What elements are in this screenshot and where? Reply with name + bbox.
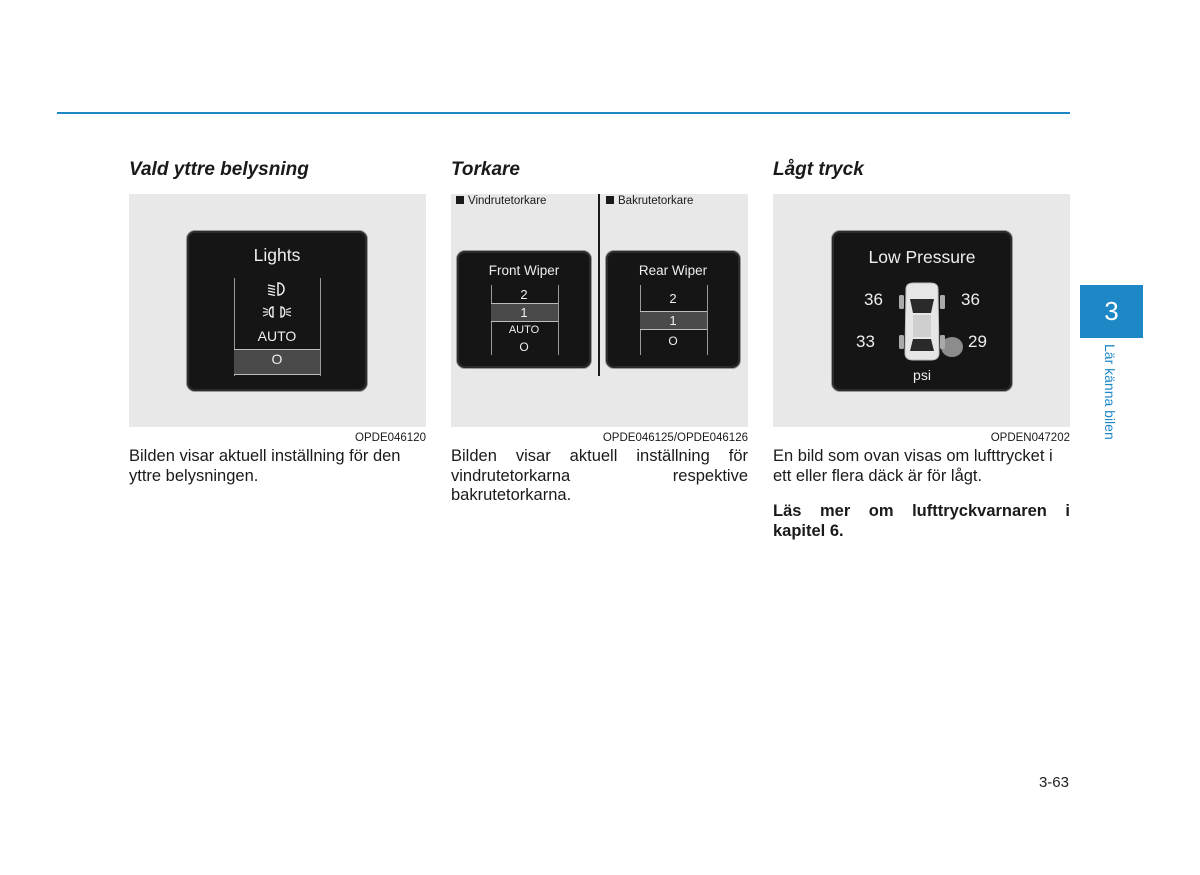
image-code: OPDEN047202 — [990, 432, 1070, 444]
rear-wiper-display — [606, 251, 740, 368]
section-title: Lågt tryck — [773, 159, 864, 180]
lights-display-title: Lights — [253, 245, 301, 265]
level-2: 2 — [520, 287, 528, 302]
body-text: En bild som ovan visas om lufttrycket i ett eller flera däck är för lågt. — [773, 447, 1053, 485]
level-1: 1 — [520, 305, 528, 320]
level-auto: AUTO — [508, 324, 540, 336]
top-rule — [57, 112, 1070, 114]
image-code: OPDE046125/OPDE046126 — [602, 432, 748, 444]
body-text: Bilden visar aktuell inställning för vindrutetorkarna respektive bakrutetorkarna. — [451, 447, 748, 504]
section-low-pressure — [773, 158, 1070, 558]
level-2: 2 — [669, 291, 677, 306]
off-option: O — [271, 351, 283, 367]
rear-wiper-label: Bakrutetorkare — [606, 194, 693, 208]
tire-pressure-illustration — [773, 194, 1070, 427]
section-exterior-lights — [129, 158, 426, 486]
reference-note: Läs mer om lufttryckvarnaren i kapitel 6. — [773, 502, 1070, 540]
image-code: OPDE046120 — [355, 432, 426, 444]
section-title: Vald yttre belysning — [129, 159, 309, 180]
rear-right-pressure: 29 — [968, 332, 987, 351]
position-light-icon — [187, 304, 367, 323]
front-wiper-display — [457, 251, 591, 368]
rear-left-pressure: 33 — [856, 332, 875, 351]
wiper-illustration — [451, 194, 748, 427]
rear-wiper-title: Rear Wiper — [638, 263, 708, 278]
chapter-tab — [1080, 285, 1143, 338]
low-beam-icon — [187, 281, 367, 300]
pressure-unit: psi — [913, 367, 931, 383]
panel-divider — [598, 194, 600, 376]
level-1: 1 — [669, 313, 677, 328]
section-title: Torkare — [451, 159, 520, 180]
page-number: 3-63 — [1038, 774, 1069, 791]
section-wipers — [451, 158, 748, 506]
front-left-pressure: 36 — [864, 290, 883, 309]
lights-display — [187, 231, 367, 391]
auto-option: AUTO — [257, 328, 297, 344]
tire-pressure-display — [832, 231, 1012, 391]
front-right-pressure: 36 — [961, 290, 980, 309]
body-text: Bilden visar aktuell inställning för den yttre belysningen. — [129, 447, 401, 485]
lights-illustration — [129, 194, 426, 427]
windshield-wiper-label: Vindrutetorkare — [456, 194, 546, 208]
chapter-number: 3 — [1104, 296, 1119, 326]
front-wiper-title: Front Wiper — [488, 263, 560, 278]
chapter-label: Lär känna bilen — [1102, 344, 1118, 440]
level-off: O — [668, 334, 678, 348]
car-top-view-icon — [894, 281, 964, 363]
tire-pressure-title: Low Pressure — [868, 247, 976, 267]
level-off: O — [519, 340, 529, 354]
